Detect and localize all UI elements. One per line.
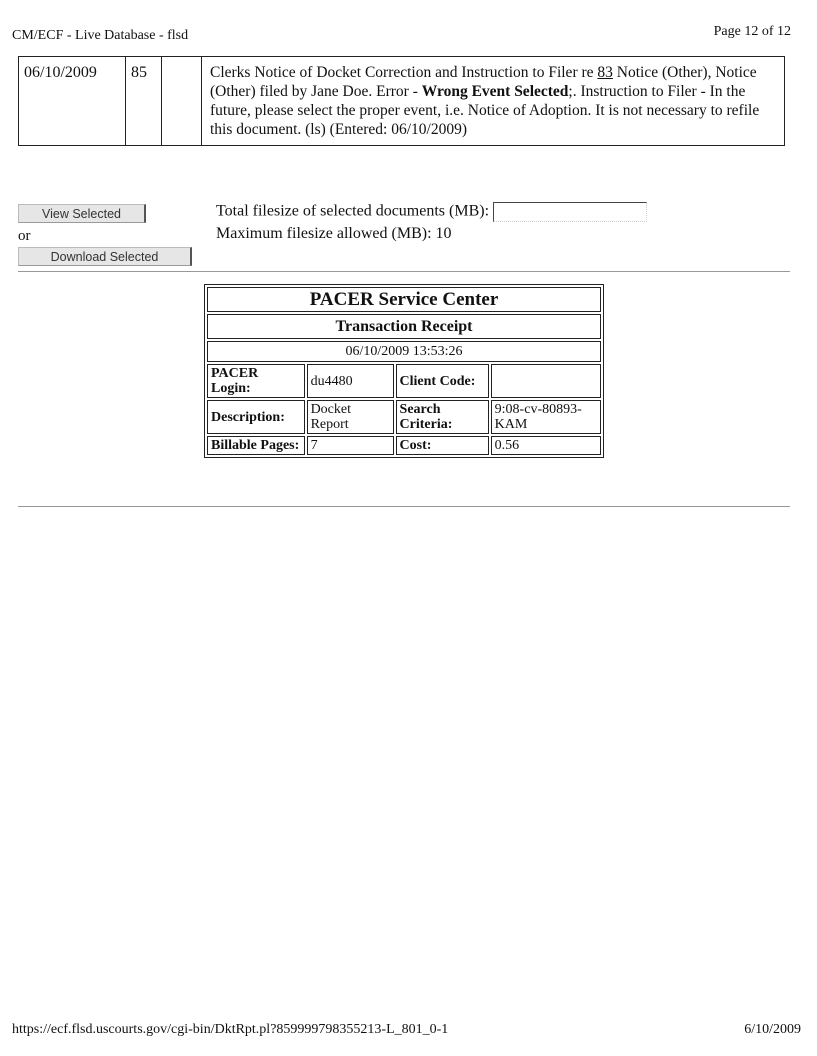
download-selected-button[interactable]: Download Selected [18, 247, 192, 266]
docket-text-tail: ;. Instruction to Filer - In the future, please select the proper event, i.e. Notice of Adoption. It is not necessary to refile this document. (ls) (Entered: 06/10/2009) [210, 83, 760, 138]
receipt-title: PACER Service Center [207, 287, 601, 312]
receipt-row [207, 400, 601, 434]
docket-link-83[interactable]: 83 [597, 64, 613, 81]
page-number: Page 12 of 12 [713, 24, 791, 39]
receipt-value: Docket Report [307, 400, 394, 434]
docket-text-mid: Notice (Other), Notice (Other) filed by Jane Doe. Error - [210, 64, 757, 100]
page-header-title: CM/ECF - Live Database - flsd [12, 28, 189, 43]
docket-text-lead: Clerks Notice of Docket Correction and Instruction to Filer re [210, 64, 598, 81]
docket-date: 06/10/2009 [19, 57, 126, 146]
receipt-label: Cost: [396, 436, 489, 455]
docket-error-bold: Wrong Event Selected [421, 83, 569, 100]
receipt-value: 0.56 [491, 436, 601, 455]
view-selected-button[interactable]: View Selected [18, 204, 146, 223]
max-filesize-label: Maximum filesize allowed (MB): 10 [216, 225, 452, 242]
total-filesize-field[interactable] [493, 202, 647, 222]
or-label: or [18, 228, 31, 244]
total-filesize-line [216, 202, 647, 222]
receipt-label: PACER Login: [207, 364, 305, 398]
receipt-label: Search Criteria: [396, 400, 489, 434]
receipt-value: du4480 [307, 364, 394, 398]
receipt-timestamp: 06/10/2009 13:53:26 [207, 341, 601, 362]
receipt-subtitle: Transaction Receipt [207, 314, 601, 339]
total-filesize-label: Total filesize of selected documents (MB): [216, 202, 490, 220]
receipt-value: 7 [307, 436, 394, 455]
divider [18, 271, 790, 272]
pacer-receipt [204, 284, 604, 458]
receipt-row [207, 436, 601, 455]
divider [18, 506, 790, 507]
receipt-label: Client Code: [396, 364, 489, 398]
docket-row [19, 57, 785, 146]
docket-text [202, 57, 785, 146]
receipt-value: 9:08-cv-80893-KAM [491, 400, 601, 434]
page-footer-date: 6/10/2009 [744, 1022, 801, 1037]
docket-document-cell [162, 57, 202, 146]
receipt-label: Billable Pages: [207, 436, 305, 455]
receipt-row [207, 364, 601, 398]
docket-number: 85 [126, 57, 162, 146]
docket-table [18, 56, 785, 146]
receipt-value [491, 364, 601, 398]
receipt-label: Description: [207, 400, 305, 434]
page-footer-url: https://ecf.flsd.uscourts.gov/cgi-bin/DktRpt.pl?859999798355213-L_801_0-1 [12, 1022, 449, 1037]
